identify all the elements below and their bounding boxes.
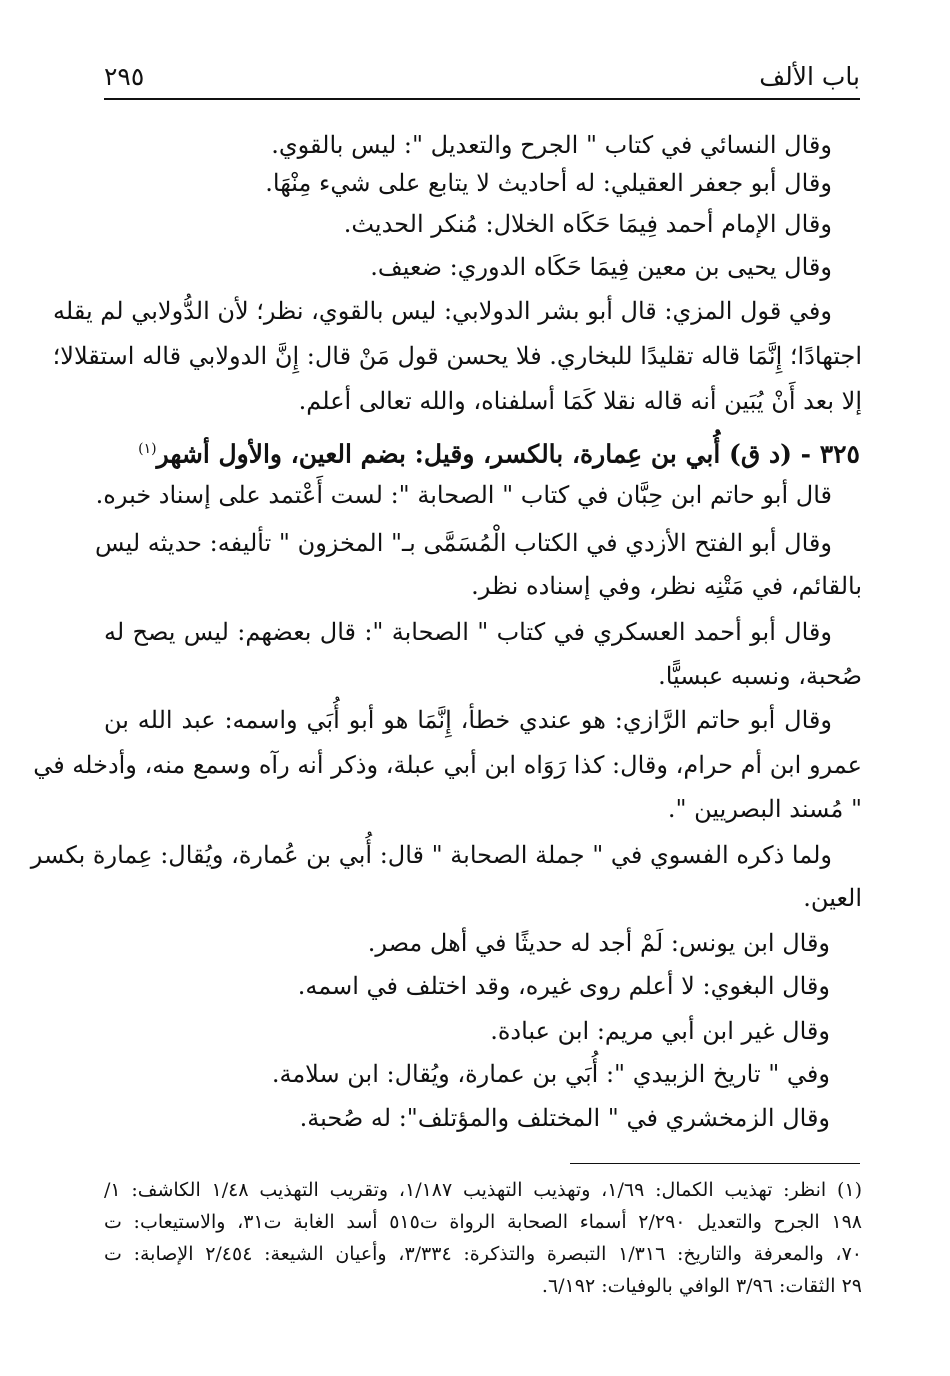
text-line: وقال أبو أحمد العسكري في كتاب " الصحابة ": قال بعضهم: ليس يصح له — [104, 618, 832, 646]
footnote-ref: (١) — [138, 441, 157, 457]
text-line: وقال أبو حاتم الرَّازي: هو عندي خطأ، إِنَّمَا هو أبو أُبَي واسمه: عبد الله بن — [104, 706, 832, 734]
text-line: وقال ابن يونس: لَمْ أجد له حديثًا في أهل مصر. — [367, 929, 830, 957]
text-line: " مُسند البصريين ". — [667, 795, 862, 823]
text-line: وقال أبو الفتح الأزدي في الكتاب الْمُسَمَّى بـ" المخزون " تأليفه: حديثه ليس — [95, 529, 832, 557]
chapter-title: باب الألف — [759, 62, 860, 91]
text-line: وفي " تاريخ الزبيدي ": أُبَي بن عمارة، ويُقال: ابن سلامة. — [271, 1060, 830, 1088]
text-line: اجتهادًا؛ إِنَّمَا قاله تقليدًا للبخاري. فلا يحسن قول مَنْ قال: إِنَّ الدولابي قاله استقلالا؛ — [52, 342, 862, 370]
text-line: قال أبو حاتم ابن حِبَّان في كتاب " الصحابة ": لست أَعْتمد على إسناد خبره. — [95, 481, 832, 509]
text-line: وقال يحيى بن معين فِيمَا حَكَاه الدوري: ضعيف. — [370, 253, 832, 281]
text-line: وقال غير ابن أبي مريم: ابن عبادة. — [490, 1017, 830, 1045]
page-header — [104, 58, 860, 100]
text-line: وقال أبو جعفر العقيلي: له أحاديث لا يتابع على شيء مِنْهَا. — [265, 169, 832, 197]
footnote-separator — [570, 1163, 860, 1164]
text-line: ولما ذكره الفسوي في " جملة الصحابة " قال: أُبي بن عُمارة، ويُقال: عِمارة بكسر — [30, 841, 832, 869]
text-line: وفي قول المزي: قال أبو بشر الدولابي: ليس بالقوي، نظر؛ لأن الدُّولابي لم يقله — [53, 297, 832, 325]
footnote-line: (١) انظر: تهذيب الكمال: ١/٦٩، وتهذيب التهذيب ١/١٨٧، وتقريب التهذيب ١/٤٨ الكاشف: ١/ — [104, 1179, 862, 1201]
text-line: بالقائم، في مَتْنِه نظر، وفي إسناده نظر. — [471, 572, 862, 600]
text-line: وقال النسائي في كتاب " الجرح والتعديل ": ليس بالقوي. — [271, 131, 832, 159]
text-line: صُحبة، ونسبه عبسيًّا. — [658, 662, 862, 690]
text-line: إلا بعد أَنْ يُبَين أنه قاله نقلا كَمَا أسلفناه، والله تعالى أعلم. — [298, 387, 862, 415]
footnote-line: ٧٠، والمعرفة والتاريخ: ١/٣١٦ التبصرة والتذكرة: ٣/٣٣٤، وأعيان الشيعة: ٢/٤٥٤ الإصابة: ت — [104, 1243, 862, 1265]
entry-heading-text: ٣٢٥ - (د ق) أُبي بن عِمارة، بالكسر، وقيل: بضم العين، والأول أشهر — [156, 439, 860, 469]
footnote-line: ٢٩ الثقات: ٣/٩٦ الوافي بالوفيات: ٦/١٩٢. — [541, 1275, 862, 1297]
entry-heading — [104, 432, 860, 471]
footnote-line: ١٩٨ الجرح والتعديل ٢/٢٩٠ أسماء الصحابة الرواة ت٥١٥ أسد الغابة ت٣١، والاستيعاب: ت — [104, 1211, 862, 1233]
text-line: وقال البغوي: لا أعلم روى غيره، وقد اختلف في اسمه. — [297, 972, 830, 1000]
page-number: ٢٩٥ — [104, 62, 145, 91]
text-line: العين. — [803, 884, 862, 912]
text-line: عمرو ابن أم حرام، وقال: كذا رَوَاه ابن أبي عبلة، وذكر أنه رآه وسمع منه، وأدخله في — [33, 751, 862, 779]
text-line: وقال الإمام أحمد فِيمَا حَكَاه الخلال: مُنكر الحديث. — [343, 210, 832, 238]
text-line: وقال الزمخشري في " المختلف والمؤتلف": له صُحبة. — [299, 1104, 830, 1132]
